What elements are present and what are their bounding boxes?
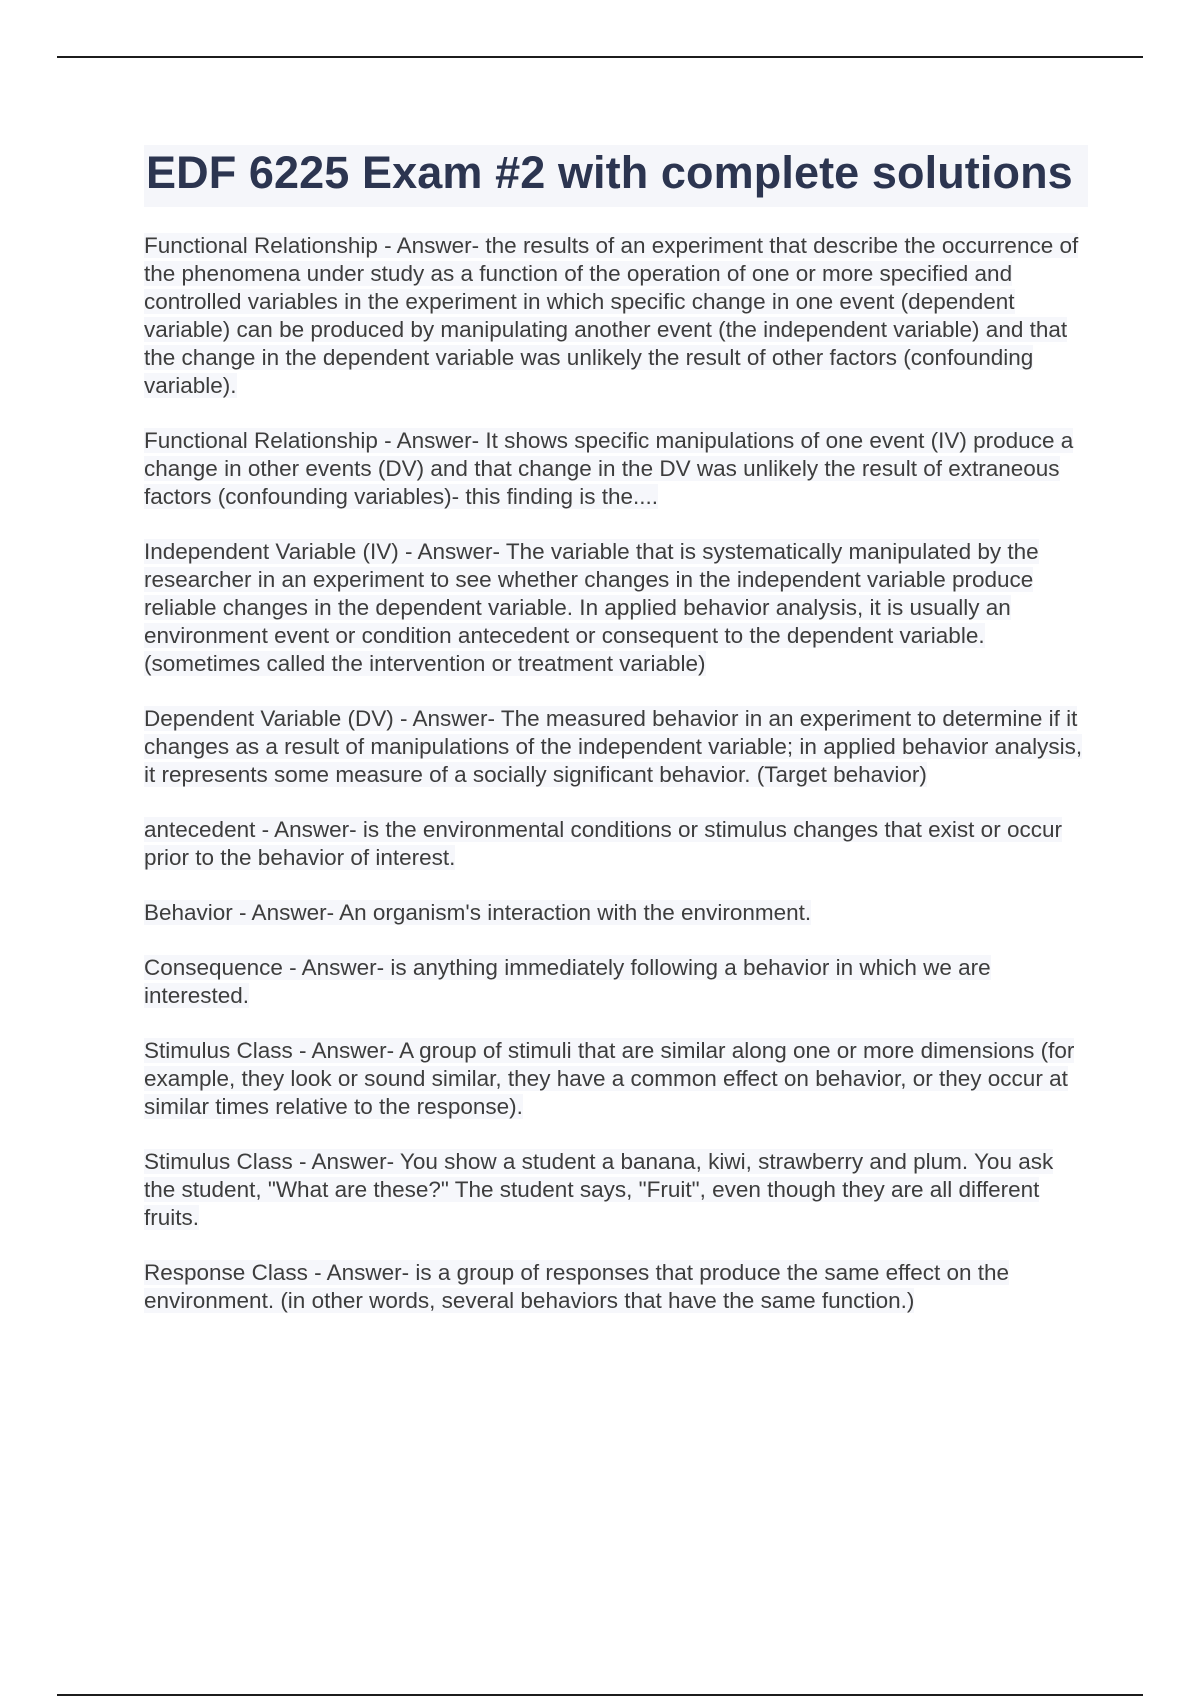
qa-entry: [144, 899, 1088, 927]
qa-entry-text: Consequence - Answer- is anything immediately following a behavior in which we are interested.: [144, 955, 991, 1008]
document-body: [144, 145, 1088, 1342]
qa-entry: [144, 232, 1088, 400]
qa-entry-text: Functional Relationship - Answer- It shows specific manipulations of one event (IV) produce a change in other events (DV) and that change in the DV was unlikely the result of extraneous factors (confounding variables)- this finding is the....: [144, 428, 1074, 509]
qa-entry: [144, 705, 1088, 789]
qa-entry-text: Behavior - Answer- An organism's interaction with the environment.: [144, 900, 812, 925]
top-rule: [57, 56, 1143, 58]
qa-entry-text: Functional Relationship - Answer- the results of an experiment that describe the occurrence of the phenomena under study as a function of the operation of one or more specified and controlled variables in the experiment in which specific change in one event (dependent variable) can be produced by manipulating another event (the independent variable) and that the change in the dependent variable was unlikely the result of other factors (confounding variable).: [144, 233, 1079, 398]
page-title: EDF 6225 Exam #2 with complete solutions: [146, 147, 1073, 198]
qa-entry-text: Dependent Variable (DV) - Answer- The measured behavior in an experiment to determine if it changes as a result of manipulations of the independent variable; in applied behavior analysis, it represents some measure of a socially significant behavior. (Target behavior): [144, 706, 1083, 787]
qa-entry-text: antecedent - Answer- is the environmental conditions or stimulus changes that exist or occur prior to the behavior of interest.: [144, 817, 1062, 870]
qa-entry: [144, 427, 1088, 511]
qa-entry: [144, 1259, 1088, 1315]
qa-entry-text: Stimulus Class - Answer- You show a student a banana, kiwi, strawberry and plum. You ask the student, "What are these?" The student says, "Fruit", even though they are all different fruits.: [144, 1149, 1054, 1230]
bottom-rule: [57, 1694, 1143, 1696]
qa-entry-text: Response Class - Answer- is a group of responses that produce the same effect on the environment. (in other words, several behaviors that have the same function.): [144, 1260, 1010, 1313]
qa-entry-text: Stimulus Class - Answer- A group of stimuli that are similar along one or more dimensions (for example, they look or sound similar, they have a common effect on behavior, or they occur at similar times relative to the response).: [144, 1038, 1075, 1119]
title-block: [144, 145, 1088, 207]
qa-entry: [144, 1037, 1088, 1121]
qa-entry-text: Independent Variable (IV) - Answer- The variable that is systematically manipulated by the researcher in an experiment to see whether changes in the independent variable produce reliable changes in the dependent variable. In applied behavior analysis, it is usually an environment event or condition antecedent or consequent to the dependent variable. (sometimes called the intervention or treatment variable): [144, 539, 1039, 676]
qa-entry: [144, 954, 1088, 1010]
qa-entry: [144, 538, 1088, 678]
qa-entry: [144, 1148, 1088, 1232]
qa-entry: [144, 816, 1088, 872]
